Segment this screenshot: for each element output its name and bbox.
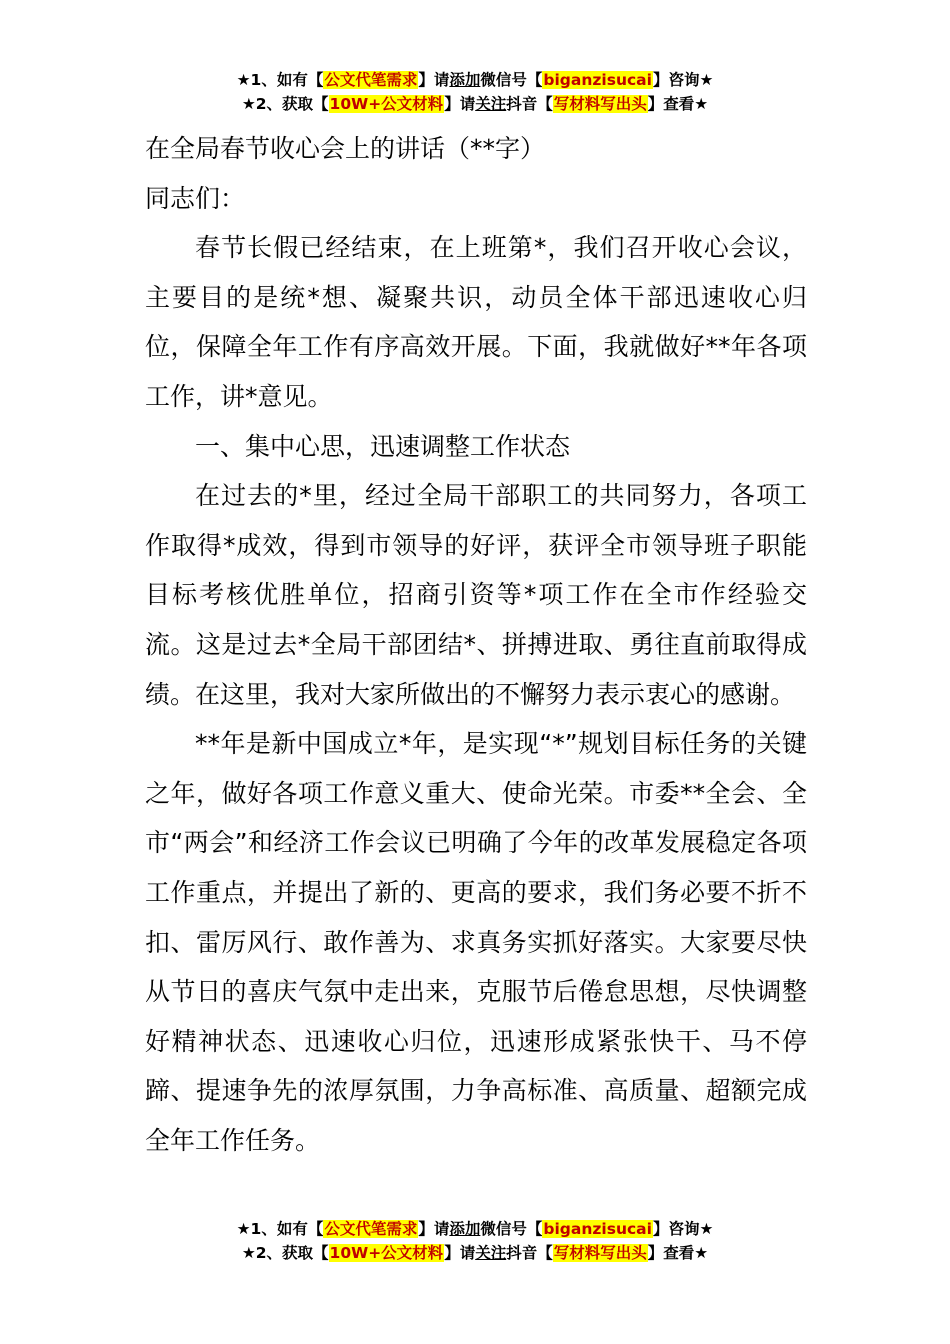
section-heading: 一、集中心思，迅速调整工作状态	[195, 431, 571, 461]
paragraph: 在过去的*里，经过全局干部职工的共同努力，各项工作取得*成效，得到市领导的好评，获评全市领导班子职能目标考核优胜单位，招商引资等*项工作在全市作经验交流。这是过去*全局干部团结*、拼搏进取、勇往直前取得成绩。在这里，我对大家所做出的不懈努力表示衷心的感谢。	[145, 481, 807, 709]
paragraph: 春节长假已经结束，在上班第*，我们召开收心会议，主要目的是统*想、凝聚共识，动员全体干部迅速收心归位，保障全年工作有序高效开展。下面，我就做好**年各项工作，讲*意见。	[145, 233, 807, 411]
banner-line-1: ★1、如有【公文代笔需求】请添加微信号【biganzisucai】咨询★	[236, 1220, 714, 1238]
banner-line-2: ★2、获取【10W+公文材料】请关注抖音【写材料写出头】查看★	[241, 1244, 709, 1262]
salutation: 同志们：	[145, 183, 246, 213]
paragraph: **年是新中国成立*年，是实现“*”规划目标任务的关键之年，做好各项工作意义重大、使命光荣。市委**全会、全市“两会”和经济工作会议已明确了今年的改革发展稳定各项工作重点，并提出了新的、更高的要求，我们务必要不折不扣、雷厉风行、敢作善为、求真务实抓好落实。大家要尽快从节日的喜庆气氛中走出来，克服节后倦怠思想，尽快调整好精神状态、迅速收心归位，迅速形成紧张快干、马不停蹄、提速争先的浓厚氛围，力争高标准、高质量、超额完成全年工作任务。	[145, 729, 807, 1155]
banner-line-1: ★1、如有【公文代笔需求】请添加微信号【biganzisucai】咨询★	[236, 71, 714, 89]
banner-highlight: 写材料写出头	[553, 1244, 647, 1262]
banner-highlight: 公文代笔需求	[324, 71, 418, 89]
banner-line-2: ★2、获取【10W+公文材料】请关注抖音【写材料写出头】查看★	[241, 95, 709, 113]
banner-highlight: biganzisucai	[543, 71, 652, 89]
banner-highlight: 10W+公文材料	[329, 95, 444, 113]
banner-highlight: 公文代笔需求	[324, 1220, 418, 1238]
banner-highlight: biganzisucai	[543, 1220, 652, 1238]
footer-banner	[0, 1217, 950, 1265]
document-title: 在全局春节收心会上的讲话（**字）	[145, 134, 546, 163]
header-banner	[0, 68, 950, 116]
banner-highlight: 写材料写出头	[553, 95, 647, 113]
banner-highlight: 10W+公文材料	[329, 1244, 444, 1262]
document-body	[145, 124, 807, 1165]
